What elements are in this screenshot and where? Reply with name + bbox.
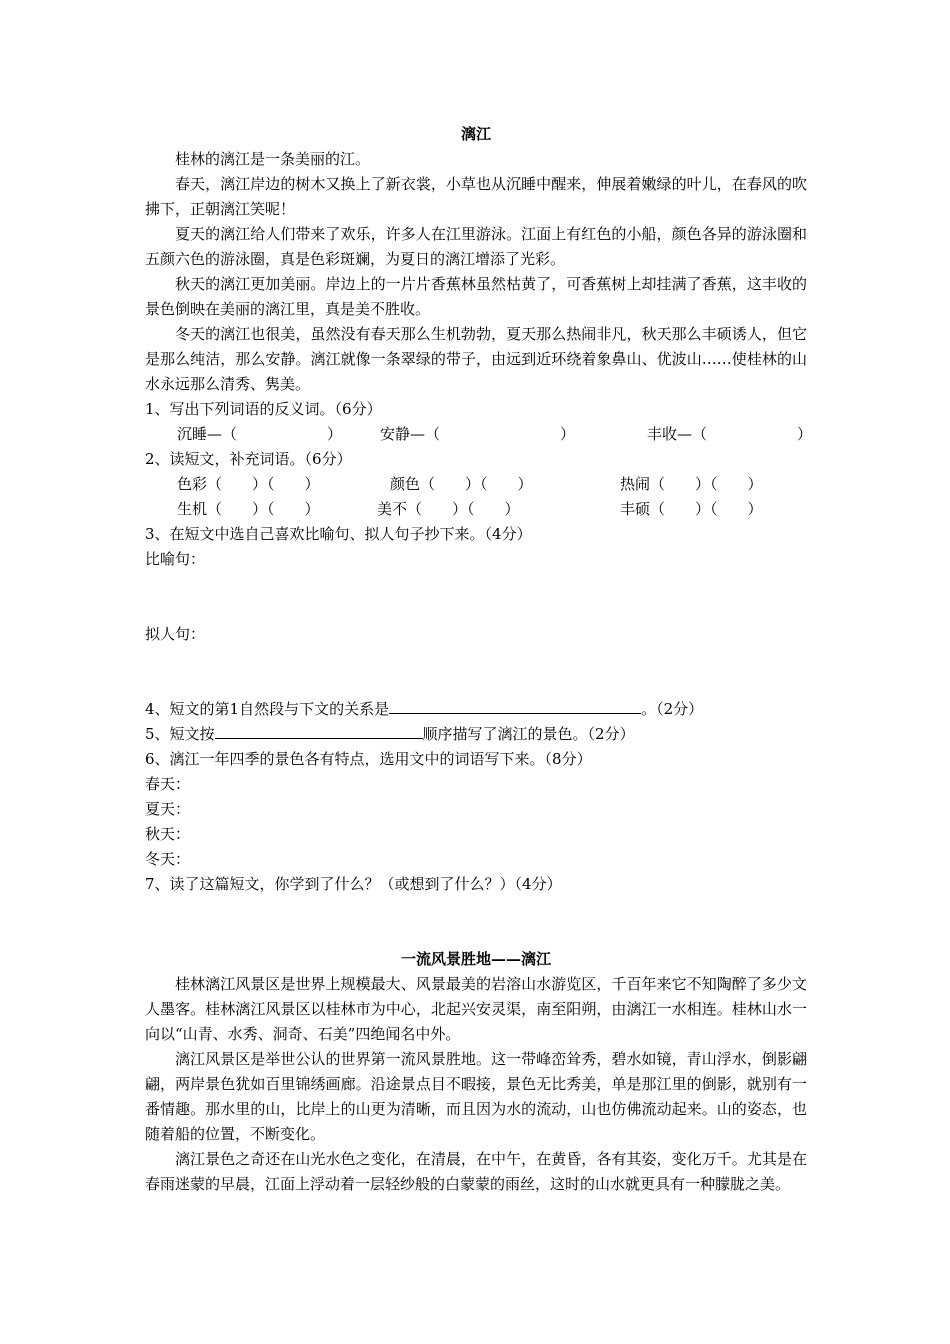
q4-suffix: 。（2分） [641, 700, 704, 718]
section1-title: 漓江 [460, 125, 491, 143]
question-3: 3、在短文中选自己喜欢比喻句、拟人句子抄下来。（4分） [145, 525, 532, 543]
section1-paragraph-2: 春天，漓江岸边的树木又换上了新衣裳，小草也从沉睡中醒来，伸展着嫩绿的叶儿，在春风的吹拂下，正朝漓江笑呢！ [145, 175, 807, 218]
section1-paragraph-5: 冬天的漓江也很美，虽然没有春天那么生机勃勃，夏天那么热闹非凡，秋天那么丰硕诱人，但它是那么纯洁，那么安静。漓江就像一条翠绿的带子，由远到近环绕着象鼻山、优波山……使桂林的山水永远那么清秀、隽美。 [145, 325, 807, 393]
q5-suffix: 顺序描写了漓江的景色。（2分） [422, 725, 635, 743]
section2-title: 一流风景胜地——漓江 [400, 950, 551, 968]
personification-answer-area[interactable] [145, 647, 807, 672]
q2-item-5: 美不（ ）（ ） [377, 500, 520, 518]
question-2: 2、读短文，补充词语。（6分） [145, 450, 352, 468]
q7-answer-area[interactable] [145, 897, 807, 922]
q1-item-2: 安静—（ ） [380, 425, 576, 443]
question-4 [145, 697, 807, 722]
question-2-row-2 [145, 497, 807, 522]
q2-item-6: 丰硕（ ）（ ） [620, 500, 763, 518]
personification-label: 拟人句： [145, 625, 206, 643]
question-7: 7、读了这篇短文，你学到了什么？（或想到了什么？）（4分） [145, 875, 562, 893]
q2-item-2: 颜色（ ）（ ） [390, 475, 533, 493]
question-6: 6、漓江一年四季的景色各有特点，选用文中的词语写下来。（8分） [145, 750, 592, 768]
q2-item-4: 生机（ ）（ ） [177, 500, 320, 518]
q2-item-1: 色彩（ ）（ ） [177, 475, 320, 493]
q5-answer-blank[interactable] [215, 723, 423, 739]
q6-autumn: 秋天： [145, 825, 191, 843]
section1-paragraph-1: 桂林的漓江是一条美丽的江。 [175, 150, 371, 168]
q2-item-3: 热闹（ ）（ ） [620, 475, 763, 493]
question-2-row-1 [145, 472, 807, 497]
q5-prefix: 5、短文按 [145, 725, 215, 743]
question-5 [145, 722, 807, 747]
question-1-items [145, 422, 813, 447]
q6-winter: 冬天： [145, 850, 191, 868]
worksheet-content [145, 122, 813, 1197]
q6-summer: 夏天： [145, 800, 191, 818]
q6-spring: 春天： [145, 775, 191, 793]
q1-item-3: 丰收—（ ） [647, 425, 813, 443]
simile-answer-area[interactable] [145, 572, 807, 597]
section1-paragraph-3: 夏天的漓江给人们带来了欢乐，许多人在江里游泳。江面上有红色的小船，颜色各异的游泳圈和五颜六色的游泳圈，真是色彩斑斓，为夏日的漓江增添了光彩。 [145, 225, 807, 268]
simile-label: 比喻句： [145, 550, 206, 568]
section2-paragraph-2: 漓江风景区是举世公认的世界第一流风景胜地。这一带峰峦耸秀，碧水如镜，青山浮水，倒影翩翩，两岸景色犹如百里锦绣画廊。沿途景点目不暇接，景色无比秀美，单是那江里的倒影，就别有一番情趣。那水里的山，比岸上的山更为清晰，而且因为水的流动，山也仿佛流动起来。山的姿态，也随着船的位置，不断变化。 [145, 1050, 807, 1143]
q4-prefix: 4、短文的第1自然段与下文的关系是 [145, 700, 390, 718]
q1-item-1: 沉睡—（ ） [177, 425, 343, 443]
section1-paragraph-4: 秋天的漓江更加美丽。岸边上的一片片香蕉林虽然枯黄了，可香蕉树上却挂满了香蕉，这丰收的景色倒映在美丽的漓江里，真是美不胜收。 [145, 275, 807, 318]
question-1: 1、写出下列词语的反义词。（6分） [145, 400, 382, 418]
section2-paragraph-1: 桂林漓江风景区是世界上规模最大、风景最美的岩溶山水游览区，千百年来它不知陶醉了多少文人墨客。桂林漓江风景区以桂林市为中心，北起兴安灵渠，南至阳朔，由漓江一水相连。桂林山水一向以“山青、水秀、洞奇、石美”四绝闻名中外。 [145, 975, 807, 1043]
section2-paragraph-3: 漓江景色之奇还在山光水色之变化，在清晨，在中午，在黄昏，各有其姿，变化万千。尤其是在春雨迷蒙的早晨，江面上浮动着一层轻纱般的白蒙蒙的雨丝，这时的山水就更具有一种朦胧之美。 [145, 1150, 807, 1193]
q4-answer-blank[interactable] [389, 698, 641, 714]
